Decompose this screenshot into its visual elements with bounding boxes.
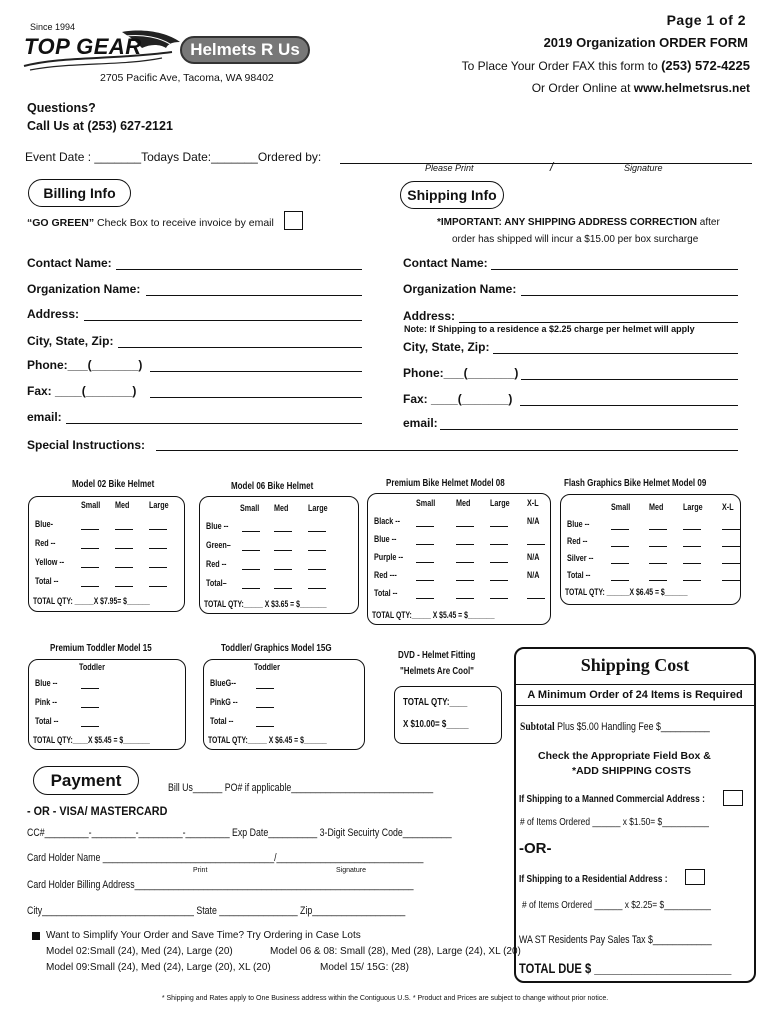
color-row-label (210, 678, 243, 688)
color-row-text: Total -- (374, 588, 398, 598)
quantity-blank[interactable] (81, 548, 99, 549)
quantity-blank[interactable] (274, 550, 292, 551)
quantity-blank[interactable] (649, 563, 667, 564)
m09-order-box (560, 494, 741, 605)
signature-label: Signature (624, 163, 663, 173)
quantity-blank[interactable] (649, 546, 667, 547)
quantity-blank[interactable] (81, 567, 99, 568)
m08-total-line[interactable] (372, 610, 542, 621)
online-label: Or Order Online at (531, 81, 631, 95)
special-instructions-label: Special Instructions: (27, 438, 146, 452)
billing-field-line[interactable] (150, 397, 362, 398)
please-print-label: Please Print (425, 163, 474, 173)
quantity-blank[interactable] (256, 707, 274, 708)
m06-order-box (199, 496, 359, 614)
residential-items[interactable]: # of Items Ordered ______ x $2.25= $__________ (522, 899, 711, 911)
color-row-text: Total -- (567, 570, 591, 580)
color-row-text: Yellow -- (35, 557, 65, 567)
credit-card-line[interactable]: CC#_________-_________-_________-_________ Exp Date__________ 3-Digit Secuirty Code__________ (27, 827, 452, 839)
m15-title (50, 643, 177, 654)
case-lots-m15: Model 15/ 15G: (28) (320, 962, 409, 973)
shipping-field-label: City, State, Zip: (403, 340, 490, 354)
quantity-blank[interactable] (456, 562, 474, 563)
subtotal-line[interactable] (520, 719, 757, 734)
shipping-field-label: Organization Name: (403, 282, 517, 296)
quantity-blank[interactable] (527, 544, 545, 545)
size-header-text: Toddler (79, 662, 105, 672)
important-note-line2: order has shipped will incur a $15.00 per box surcharge (452, 234, 699, 245)
color-row-label (206, 578, 232, 588)
quantity-blank[interactable] (416, 598, 434, 599)
color-row-text: Pink -- (35, 697, 58, 707)
color-row-label (210, 716, 239, 726)
color-row-text: Total -- (210, 716, 234, 726)
quantity-blank[interactable] (416, 544, 434, 545)
m15g-title (221, 643, 359, 654)
go-green-rest: Check Box to receive invoice by email (94, 217, 274, 229)
color-row-text: Total– (206, 578, 227, 588)
color-row-text: Green– (206, 540, 231, 550)
color-row-label (35, 557, 72, 567)
size-header-text: Large (683, 502, 703, 512)
quantity-blank[interactable] (308, 531, 326, 532)
size-header-text: Med (274, 503, 289, 513)
quantity-blank[interactable] (149, 548, 167, 549)
m08-order-box (367, 493, 551, 625)
color-row-text: Blue -- (567, 519, 590, 529)
na-text: N/A (527, 570, 540, 580)
na-text: N/A (527, 516, 540, 526)
size-header-text: Toddler (254, 662, 280, 672)
card-holder-signature-label: Signature (336, 867, 366, 874)
size-header (149, 500, 174, 510)
m06-total-line[interactable] (204, 599, 374, 610)
important-note-line1 (437, 217, 720, 228)
quantity-blank[interactable] (722, 563, 740, 564)
color-row-text: Blue -- (206, 521, 229, 531)
fax-line (462, 58, 750, 73)
m08-title (386, 478, 534, 489)
ordered-by-line[interactable] (340, 163, 752, 164)
shipping-field-line[interactable] (521, 379, 738, 380)
case-lots-heading: Want to Simplify Your Order and Save Time? Try Ordering in Case Lots (46, 930, 361, 941)
color-row-text: BlueG-- (210, 678, 236, 688)
color-row-label (374, 516, 407, 526)
quantity-blank[interactable] (115, 586, 133, 587)
city-state-zip-line[interactable]: City_______________________________ State ________________ Zip___________________ (27, 905, 406, 917)
check-field-line1: Check the Appropriate Field Box & (538, 750, 711, 762)
fax-number: (253) 572-4225 (661, 58, 750, 73)
color-row-label (567, 536, 593, 546)
size-header-text: Small (240, 503, 260, 513)
shipping-info-heading (400, 181, 504, 209)
subtotal-rest: Plus $5.00 Handling Fee $__________ (554, 721, 710, 733)
color-row-text: Blue -- (35, 678, 58, 688)
quantity-blank[interactable] (527, 598, 545, 599)
important-bold: *IMPORTANT: ANY SHIPPING ADDRESS CORRECTION (437, 217, 698, 228)
m15-total-line[interactable] (33, 735, 195, 746)
quantity-blank[interactable] (256, 688, 274, 689)
dvd-title (398, 650, 495, 661)
quantity-blank[interactable] (81, 688, 99, 689)
shipping-info-title: Shipping Info (407, 187, 497, 203)
case-lots-m02: Model 02:Small (24), Med (24), Large (20) (46, 946, 233, 957)
size-header (683, 502, 708, 512)
size-header-text: Large (149, 500, 169, 510)
not-available-label (527, 552, 543, 562)
quantity-blank[interactable] (274, 531, 292, 532)
shipping-field-line[interactable] (440, 429, 738, 430)
subtotal-bold: Subtotal (520, 719, 555, 733)
m15g-order-box (203, 659, 365, 750)
questions-label: Questions? (27, 101, 96, 115)
payment-heading (33, 766, 139, 795)
color-row-label (567, 553, 600, 563)
website-link[interactable]: www.helmetsrus.net (633, 81, 750, 95)
billing-field-label: City, State, Zip: (27, 334, 114, 348)
total-line-text: TOTAL QTY:_____ X $6.45 = $______ (208, 735, 327, 746)
quantity-blank[interactable] (722, 580, 740, 581)
bill-us-line[interactable]: Bill Us______ PO# if applicable_____________________________ (168, 782, 434, 794)
size-header (274, 503, 292, 513)
quantity-blank[interactable] (649, 580, 667, 581)
dvd-total-qty[interactable]: TOTAL QTY:____ (403, 697, 468, 708)
quantity-blank[interactable] (456, 526, 474, 527)
size-header-text: X-L (722, 502, 734, 512)
color-row-label (35, 716, 64, 726)
color-row-text: Silver -- (567, 553, 594, 563)
check-field-line2: *ADD SHIPPING COSTS (572, 765, 692, 777)
card-holder-line[interactable]: Card Holder Name ___________________________________/______________________________ (27, 852, 424, 864)
total-due-line[interactable]: TOTAL DUE $ ______________________ (519, 960, 732, 976)
quantity-blank[interactable] (683, 529, 701, 530)
quantity-blank[interactable] (274, 569, 292, 570)
color-row-label (567, 570, 596, 580)
size-header-text: Med (649, 502, 664, 512)
quantity-blank[interactable] (456, 580, 474, 581)
quantity-blank[interactable] (81, 529, 99, 530)
quantity-blank[interactable] (611, 580, 629, 581)
billing-field-line[interactable] (146, 295, 362, 296)
minimum-order-banner (516, 684, 754, 706)
company-address: 2705 Pacific Ave, Tacoma, WA 98402 (100, 72, 274, 84)
m09-total-line[interactable] (565, 587, 735, 598)
color-row-text: Purple -- (374, 552, 404, 562)
m06-title (231, 481, 334, 492)
billing-field-label: Address: (27, 307, 80, 321)
size-header-text: Small (416, 498, 436, 508)
form-title: 2019 Organization ORDER FORM (543, 35, 748, 50)
size-header-text: X-L (527, 498, 539, 508)
size-header (722, 502, 737, 512)
size-header (416, 498, 440, 508)
quantity-blank[interactable] (456, 544, 474, 545)
quantity-blank[interactable] (490, 526, 508, 527)
color-row-label (374, 570, 403, 580)
dvd-price[interactable]: X $10.00= $_____ (403, 719, 469, 730)
footer-note (0, 995, 770, 1002)
special-instructions-line[interactable] (156, 450, 738, 451)
quantity-blank[interactable] (490, 562, 508, 563)
size-header-text: Large (308, 503, 328, 513)
card-holder-print-label: Print (193, 867, 208, 874)
color-row-label (374, 588, 403, 598)
m15-title-text: Premium Toddler Model 15 (50, 643, 152, 654)
size-header (240, 503, 264, 513)
size-header-text: Small (81, 500, 101, 510)
shipping-field-line[interactable] (459, 322, 738, 323)
color-row-text: Red --- (374, 570, 397, 580)
dvd-title-text: DVD - Helmet Fitting (398, 650, 476, 661)
quantity-blank[interactable] (416, 580, 434, 581)
quantity-blank[interactable] (611, 563, 629, 564)
size-header (81, 500, 105, 510)
minimum-order-text: A Minimum Order of 24 Items is Required (527, 689, 743, 701)
size-header (649, 502, 667, 512)
color-row-label (35, 697, 63, 707)
residential-checkbox[interactable] (685, 869, 705, 885)
case-lots-bullet (32, 932, 40, 940)
billing-field-label: Fax: ____(_______) (27, 384, 137, 398)
color-row-label (206, 540, 237, 550)
color-row-label (206, 521, 234, 531)
quantity-blank[interactable] (115, 529, 133, 530)
m02-title-text: Model 02 Bike Helmet (72, 479, 155, 490)
go-green-checkbox[interactable] (284, 211, 303, 230)
footer-text: * Shipping and Rates apply to One Business address within the Contiguous U.S. * Product and Prices are subject to change without prior notice. (161, 995, 609, 1002)
quantity-blank[interactable] (149, 567, 167, 568)
quantity-blank[interactable] (490, 580, 508, 581)
billing-info-title: Billing Info (43, 185, 116, 201)
quantity-blank[interactable] (308, 550, 326, 551)
top-gear-logo (22, 26, 182, 74)
m15-order-box (28, 659, 186, 750)
m02-order-box (28, 496, 185, 612)
shipping-field-line[interactable] (521, 295, 738, 296)
color-row-text: Blue- (35, 519, 53, 529)
quantity-blank[interactable] (683, 546, 701, 547)
m02-title (72, 479, 175, 490)
since-label: Since 1994 (30, 22, 76, 32)
slash-label: / (550, 160, 554, 174)
commercial-label: If Shipping to a Manned Commercial Address : (519, 793, 705, 805)
quantity-blank[interactable] (649, 529, 667, 530)
shipping-field-label: Phone:___(_______) (403, 366, 519, 380)
color-row-text: Red -- (206, 559, 227, 569)
quantity-blank[interactable] (722, 529, 740, 530)
na-text: N/A (527, 552, 540, 562)
shipping-field-line[interactable] (520, 405, 738, 406)
billing-info-heading (28, 179, 131, 207)
quantity-blank[interactable] (308, 569, 326, 570)
color-row-label (210, 697, 245, 707)
quantity-blank[interactable] (149, 529, 167, 530)
billing-address-line[interactable]: Card Holder Billing Address_________________________________________________________ (27, 879, 414, 891)
size-header-text: Med (456, 498, 471, 508)
color-row-label (35, 678, 63, 688)
dvd-box (394, 686, 502, 744)
m08-title-text: Premium Bike Helmet Model 08 (386, 478, 505, 489)
shipping-cost-title: Shipping Cost (580, 655, 690, 675)
sales-tax-line[interactable]: WA ST Residents Pay Sales Tax $____________ (519, 934, 712, 946)
m15g-title-text: Toddler/ Graphics Model 15G (221, 643, 332, 654)
size-header (254, 662, 286, 672)
color-row-label (374, 534, 402, 544)
quantity-blank[interactable] (722, 546, 740, 547)
quantity-blank[interactable] (242, 569, 260, 570)
quantity-blank[interactable] (149, 586, 167, 587)
important-rest: after (697, 217, 720, 228)
quantity-blank[interactable] (81, 707, 99, 708)
case-lots-m09: Model 09:Small (24), Med (24), Large (20), XL (20) (46, 962, 271, 973)
quantity-blank[interactable] (611, 546, 629, 547)
color-row-text: Red -- (35, 538, 56, 548)
total-line-text: TOTAL QTY: ______X $6.45 = $______ (565, 587, 688, 598)
m09-title-text: Flash Graphics Bike Helmet Model 09 (564, 478, 707, 489)
quantity-blank[interactable] (242, 550, 260, 551)
quantity-blank[interactable] (490, 544, 508, 545)
dvd-subtitle (400, 666, 492, 677)
size-header (490, 498, 515, 508)
size-header-text: Small (611, 502, 631, 512)
quantity-blank[interactable] (256, 726, 274, 727)
color-row-text: Blue -- (374, 534, 397, 544)
color-row-text: Black -- (374, 516, 401, 526)
color-row-label (374, 552, 411, 562)
go-green-bold: “GO GREEN” (27, 217, 95, 229)
m06-title-text: Model 06 Bike Helmet (231, 481, 314, 492)
quantity-blank[interactable] (490, 598, 508, 599)
quantity-blank[interactable] (274, 588, 292, 589)
size-header-text: Med (115, 500, 130, 510)
color-row-label (35, 519, 58, 529)
color-row-text: Total -- (35, 576, 59, 586)
billing-field-label: Phone:___(_______) (27, 358, 143, 372)
quantity-blank[interactable] (115, 567, 133, 568)
or-label: -OR- (519, 840, 552, 857)
quantity-blank[interactable] (611, 529, 629, 530)
shipping-field-label: email: (403, 416, 438, 430)
dvd-subtitle-text: "Helmets Are Cool" (400, 666, 474, 677)
commercial-checkbox[interactable] (723, 790, 743, 806)
quantity-blank[interactable] (416, 562, 434, 563)
not-available-label (527, 570, 543, 580)
quantity-blank[interactable] (683, 563, 701, 564)
payment-title: Payment (50, 770, 122, 790)
residence-note: Note: If Shipping to a residence a $2.25 charge per helmet will apply (404, 324, 695, 334)
not-available-label (527, 516, 543, 526)
shipping-cost-box (514, 647, 756, 983)
quantity-blank[interactable] (456, 598, 474, 599)
quantity-blank[interactable] (308, 588, 326, 589)
total-line-text: TOTAL QTY:_____ X $5.45 = $_______ (372, 610, 495, 621)
size-header (456, 498, 474, 508)
online-line (532, 81, 750, 95)
color-row-label (35, 538, 61, 548)
call-us-label: Call Us at (253) 627-2121 (27, 119, 173, 133)
color-row-label (206, 559, 232, 569)
size-header (79, 662, 111, 672)
billing-field-line[interactable] (66, 423, 362, 424)
shipping-field-label: Contact Name: (403, 256, 488, 270)
m02-total-line[interactable] (33, 596, 195, 607)
billing-field-line[interactable] (150, 371, 362, 372)
top-gear-text: TOP GEAR (24, 34, 142, 59)
case-lots-m06: Model 06 & 08: Small (28), Med (28), Large (24), XL (20) (270, 946, 521, 957)
billing-field-line[interactable] (84, 320, 362, 321)
size-header (308, 503, 333, 513)
size-header (115, 500, 133, 510)
billing-field-line[interactable] (116, 269, 362, 270)
total-line-text: TOTAL QTY:_____ X $3.65 = $_______ (204, 599, 327, 610)
billing-field-label: Contact Name: (27, 256, 112, 270)
quantity-blank[interactable] (81, 586, 99, 587)
shipping-field-line[interactable] (493, 353, 738, 354)
quantity-blank[interactable] (683, 580, 701, 581)
total-line-text: TOTAL QTY: _____X $7.95= $______ (33, 596, 150, 607)
shipping-field-line[interactable] (491, 269, 738, 270)
commercial-items[interactable]: # of Items Ordered ______ x $1.50= $__________ (520, 816, 709, 828)
billing-field-line[interactable] (118, 347, 362, 348)
color-row-text: Red -- (567, 536, 588, 546)
color-row-text: Total -- (35, 716, 59, 726)
quantity-blank[interactable] (242, 531, 260, 532)
quantity-blank[interactable] (115, 548, 133, 549)
color-row-label (567, 519, 595, 529)
event-line[interactable]: Event Date : _______Todays Date:_______Ordered by: (25, 150, 322, 164)
helmets-r-us-logo (180, 36, 310, 64)
or-visa-label: - OR - VISA/ MASTERCARD (27, 804, 168, 818)
size-header-text: Large (490, 498, 510, 508)
billing-field-label: Organization Name: (27, 282, 141, 296)
m09-title (564, 478, 742, 489)
page-number: Page 1 of 2 (666, 12, 746, 28)
go-green-text (27, 217, 274, 229)
shipping-field-label: Fax: ____(_______) (403, 392, 513, 406)
shipping-field-label: Address: (403, 309, 456, 323)
color-row-label (35, 576, 64, 586)
m15g-total-line[interactable] (208, 735, 373, 746)
quantity-blank[interactable] (242, 588, 260, 589)
size-header (611, 502, 635, 512)
total-line-text: TOTAL QTY:____X $5.45 = $_______ (33, 735, 150, 746)
billing-field-label: email: (27, 410, 62, 424)
helmets-r-us-text: Helmets R Us (190, 40, 300, 59)
quantity-blank[interactable] (416, 526, 434, 527)
quantity-blank[interactable] (81, 726, 99, 727)
size-header (527, 498, 542, 508)
fax-label: To Place Your Order FAX this form to (461, 59, 658, 73)
residential-label: If Shipping to a Residential Address : (519, 873, 668, 885)
color-row-text: PinkG -- (210, 697, 238, 707)
